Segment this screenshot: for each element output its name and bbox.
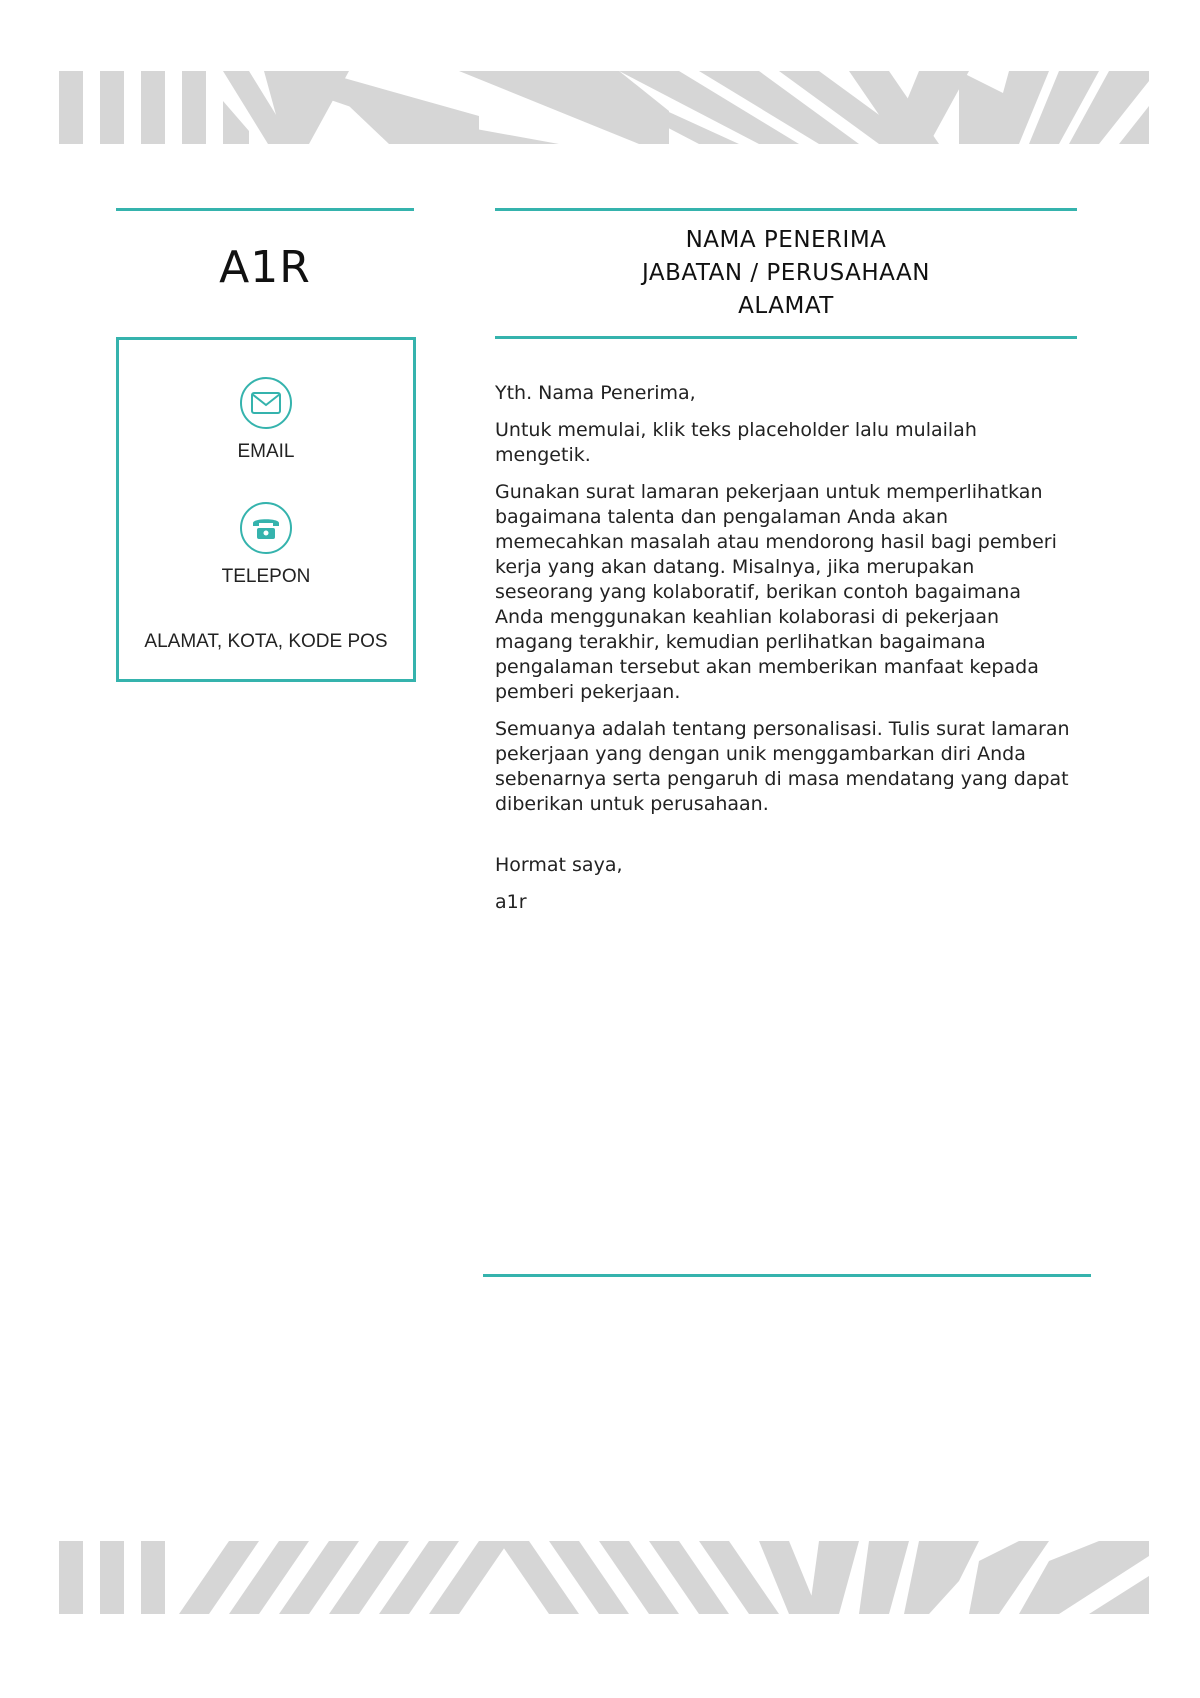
email-item — [119, 377, 413, 463]
paragraph-1: Untuk memulai, klik teks placeholder lalu mulailah mengetik. — [495, 419, 977, 466]
address-item — [119, 619, 413, 653]
paragraph-3: Semuanya adalah tentang personalisasi. Tulis surat lamaran pekerjaan yang dengan unik menggambarkan diri Anda sebenarnya serta pengaruh di masa mendatang yang dapat diberikan untuk perusahaan. — [495, 718, 1070, 815]
paragraph-2: Gunakan surat lamaran pekerjaan untuk memperlihatkan bagaimana talenta dan pengalaman Anda akan memecahkan masalah atau mendorong hasil bagi pemberi kerja yang akan datang. Misalnya, jika merupakan seseorang yang kolaboratif, berikan contoh bagaimana Anda menggunakan keahlian kolaborasi di pekerjaan magang terakhir, kemudian perlihatkan bagaimana pengalaman tersebut akan memberikan manfaat kepada pemberi pekerjaan. — [495, 481, 1057, 703]
recipient-title-company: JABATAN / PERUSAHAAN — [642, 260, 930, 286]
signature: a1r — [495, 891, 527, 913]
recipient-name: NAMA PENERIMA — [685, 227, 887, 253]
email-label: EMAIL — [237, 441, 295, 462]
sender-name: A1R — [219, 242, 311, 293]
contact-info-box — [116, 337, 416, 682]
recipient-address: ALAMAT — [738, 293, 834, 319]
bottom-pattern-band — [59, 1541, 1149, 1614]
top-pattern-band — [59, 71, 1149, 144]
right-header-bottom-rule — [495, 336, 1077, 339]
closing: Hormat saya, — [495, 854, 623, 876]
address-label: ALAMAT, KOTA, KODE POS — [144, 631, 388, 652]
telephone-icon — [240, 502, 292, 554]
phone-item — [119, 502, 413, 588]
salutation: Yth. Nama Penerima, — [495, 382, 696, 404]
letter-body — [495, 381, 1075, 927]
envelope-icon — [240, 377, 292, 429]
left-top-rule — [116, 208, 414, 211]
phone-label: TELEPON — [221, 566, 311, 587]
footer-rule — [483, 1274, 1091, 1277]
right-top-rule — [495, 208, 1077, 211]
recipient-block — [495, 224, 1077, 323]
